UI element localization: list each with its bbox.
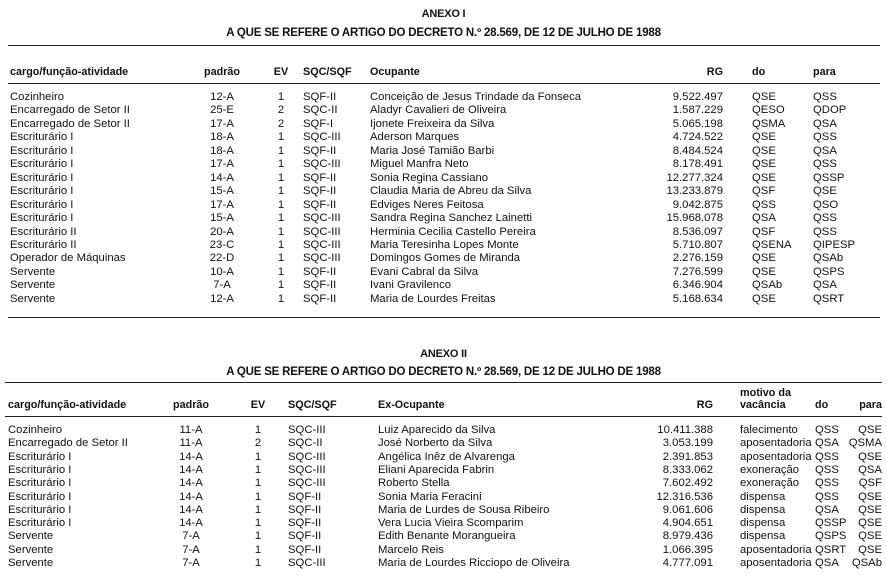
cell-do: QSA: [815, 503, 839, 516]
cell-ocupante: Maria de Lourdes Freitas: [370, 292, 496, 305]
header-para: para: [859, 399, 882, 411]
header-padrao: padrão: [173, 399, 209, 411]
cell-padrao: 7-A: [213, 279, 231, 292]
cell-ev: 1: [254, 543, 262, 556]
cell-ev: 1: [254, 517, 262, 530]
cell-sqc-sqf: SQC-III: [303, 238, 341, 251]
cell-do: QSS: [815, 490, 839, 503]
cell-rg: 5.065.198: [672, 117, 723, 130]
cell-do: QSA: [815, 557, 839, 569]
cell-sqc-sqf: SQC-III: [288, 477, 326, 490]
table-row: [0, 104, 887, 117]
cell-para: QSE: [858, 490, 882, 503]
cell-motivo-vacancia: exoneração: [740, 477, 800, 490]
cell-ex-ocupante: Luiz Aparecido da Silva: [378, 424, 496, 436]
cell-cargo: Escriturário I: [8, 503, 72, 516]
table-row: [0, 158, 887, 171]
cell-do: QSSP: [815, 517, 847, 530]
cell-sqc-sqf: SQC-III: [303, 252, 341, 265]
cell-rg: 9.042.875: [672, 198, 723, 211]
cell-sqc-sqf: SQF-II: [288, 517, 322, 530]
cell-ev: 1: [254, 503, 262, 516]
cell-ocupante: Edviges Neres Feitosa: [370, 198, 484, 211]
divider: [8, 83, 880, 84]
cell-rg: 9.522.497: [672, 91, 723, 103]
cell-ev: 1: [277, 212, 285, 225]
cell-ocupante: Ivani Gravilenco: [370, 279, 451, 292]
cell-sqc-sqf: SQF-II: [288, 530, 322, 543]
cell-do: QSPS: [815, 530, 847, 543]
cell-cargo: Servente: [10, 292, 56, 305]
header-sqc-sqf: SQC/SQF: [303, 66, 352, 78]
table-row: [0, 252, 887, 265]
cell-para: QIPESP: [813, 238, 856, 251]
header-cargo: cargo/função-atividade: [8, 399, 127, 411]
cell-padrao: 10-A: [210, 265, 234, 278]
cell-padrao: 7-A: [182, 530, 200, 543]
cell-rg: 4.777.091: [662, 557, 713, 569]
cell-do: QSAb: [752, 279, 783, 292]
cell-para: QSA: [813, 279, 837, 292]
cell-sqc-sqf: SQF-II: [303, 144, 337, 157]
header-ev: EV: [250, 399, 266, 411]
cell-padrao: 25-E: [210, 104, 234, 117]
header-rg: RG: [706, 66, 723, 78]
table-row: [0, 544, 887, 557]
cell-rg: 10.411.388: [657, 424, 713, 436]
cell-ex-ocupante: Roberto Stella: [378, 477, 450, 490]
header-ex-ocupante: Ex-Ocupante: [378, 399, 445, 411]
cell-padrao: 14-A: [179, 450, 203, 463]
cell-cargo: Escriturário I: [8, 490, 72, 503]
cell-sqc-sqf: SQC-III: [288, 450, 326, 463]
cell-ocupante: Domingos Gomes de Miranda: [370, 252, 521, 265]
header-sqc-sqf: SQC/SQF: [288, 399, 337, 411]
cell-do: QSE: [752, 265, 776, 278]
cell-rg: 8.536.097: [672, 225, 723, 238]
cell-padrao: 18-A: [210, 144, 234, 157]
cell-padrao: 22-D: [209, 252, 235, 265]
cell-ocupante: Sonia Regina Cassiano: [370, 171, 489, 184]
cell-padrao: 11-A: [179, 437, 203, 450]
cell-ex-ocupante: Maria de Lourdes Ricciopo de Oliveira: [378, 557, 570, 569]
cell-ocupante: Sandra Regina Sanchez Lainetti: [370, 212, 533, 225]
cell-rg: 2.276.159: [672, 252, 723, 265]
cell-padrao: 17-A: [210, 117, 234, 130]
cell-do: QSRT: [815, 543, 847, 556]
cell-ocupante: Herminia Cecilia Castello Pereira: [370, 225, 536, 238]
header-ocupante: Ocupante: [370, 66, 420, 78]
cell-cargo: Servente: [8, 543, 54, 556]
cell-para: QDOP: [813, 104, 847, 117]
cell-cargo: Escriturário I: [8, 477, 72, 490]
cell-ev: 1: [277, 144, 285, 157]
table-row: [0, 91, 887, 104]
cell-sqc-sqf: SQF-II: [303, 185, 337, 198]
cell-padrao: 14-A: [210, 171, 234, 184]
table-row: [0, 279, 887, 292]
cell-cargo: Escriturário I: [8, 517, 72, 530]
cell-ex-ocupante: José Norberto da Silva: [378, 437, 493, 450]
cell-do: QSE: [752, 91, 776, 103]
cell-cargo: Escriturário II: [10, 225, 77, 238]
cell-cargo: Operador de Máquinas: [10, 252, 126, 265]
cell-padrao: 15-A: [210, 212, 234, 225]
cell-sqc-sqf: SQC-II: [303, 104, 338, 117]
cell-ev: 2: [254, 437, 262, 450]
table-row: [0, 118, 887, 131]
cell-rg: 12.316.536: [656, 490, 713, 503]
header-ev: EV: [273, 66, 289, 78]
cell-ev: 2: [277, 104, 285, 117]
cell-ev: 1: [254, 450, 262, 463]
cell-padrao: 11-A: [179, 424, 203, 436]
cell-rg: 13.233.879: [666, 185, 723, 198]
cell-para: QSRT: [813, 292, 845, 305]
cell-ev: 1: [277, 131, 285, 144]
header-para: para: [813, 66, 836, 78]
cell-rg: 1.066.395: [662, 543, 713, 556]
cell-rg: 8.333.062: [662, 463, 713, 476]
table-row: [0, 145, 887, 158]
cell-padrao: 14-A: [179, 517, 203, 530]
cell-sqc-sqf: SQC-III: [303, 212, 341, 225]
cell-padrao: 7-A: [182, 543, 200, 556]
cell-motivo-vacancia: aposentadoria: [740, 437, 812, 450]
cell-cargo: Cozinheiro: [10, 91, 65, 103]
cell-do: QSS: [815, 450, 839, 463]
cell-ex-ocupante: Edith Benante Morangueira: [378, 530, 516, 543]
cell-do: QSA: [815, 437, 839, 450]
cell-do: QSS: [815, 463, 839, 476]
table-row: [0, 437, 887, 450]
divider: [8, 317, 880, 318]
cell-do: QSE: [752, 171, 776, 184]
table-row: [0, 131, 887, 144]
header-motivo-vacancia: vacância: [740, 399, 786, 411]
cell-rg: 8.484.524: [672, 144, 723, 157]
cell-motivo-vacancia: dispensa: [740, 490, 786, 503]
cell-cargo: Escriturário I: [10, 212, 74, 225]
cell-rg: 8.979.436: [662, 530, 713, 543]
cell-do: QSE: [752, 131, 776, 144]
cell-cargo: Servente: [8, 530, 54, 543]
cell-sqc-sqf: SQC-III: [288, 557, 326, 569]
annex-1-title: ANEXO I: [421, 8, 466, 20]
cell-padrao: 15-A: [210, 185, 234, 198]
cell-ex-ocupante: Maria de Lurdes de Sousa Ribeiro: [378, 503, 550, 516]
cell-sqc-sqf: SQF-II: [303, 292, 337, 305]
cell-sqc-sqf: SQC-III: [288, 463, 326, 476]
header-padrao: padrão: [204, 66, 240, 78]
cell-ev: 1: [254, 530, 262, 543]
cell-para: QSS: [813, 212, 837, 225]
table-row: [0, 266, 887, 279]
cell-ev: 1: [277, 238, 285, 251]
cell-para: QSAb: [851, 557, 882, 569]
cell-do: QSENA: [752, 238, 792, 251]
cell-do: QSE: [752, 292, 776, 305]
cell-ev: 1: [277, 265, 285, 278]
table-row: [0, 199, 887, 212]
cell-rg: 2.391.853: [662, 450, 713, 463]
table-row: [0, 212, 887, 225]
cell-para: QSS: [813, 91, 837, 103]
cell-cargo: Escriturário I: [8, 450, 72, 463]
cell-padrao: 7-A: [182, 557, 200, 569]
cell-para: QSA: [813, 144, 837, 157]
table-header: [0, 399, 887, 412]
cell-do: QSE: [752, 252, 776, 265]
cell-ev: 1: [277, 91, 285, 103]
table-row: [0, 530, 887, 543]
cell-ev: 1: [277, 225, 285, 238]
table-row: [0, 226, 887, 239]
cell-para: QSA: [813, 117, 837, 130]
cell-para: QSA: [858, 463, 882, 476]
cell-motivo-vacancia: dispensa: [740, 517, 786, 530]
cell-do: QSF: [752, 225, 776, 238]
cell-sqc-sqf: SQF-II: [303, 198, 337, 211]
table-header: [0, 66, 887, 79]
cell-cargo: Escriturário I: [10, 131, 74, 144]
cell-ex-ocupante: Marcelo Reis: [378, 543, 444, 556]
cell-ev: 1: [254, 463, 262, 476]
cell-ev: 1: [277, 185, 285, 198]
cell-motivo-vacancia: exoneração: [740, 463, 800, 476]
cell-do: QSA: [752, 212, 776, 225]
cell-do: QSF: [752, 185, 776, 198]
cell-rg: 4.724.522: [672, 131, 723, 144]
cell-sqc-sqf: SQC-III: [303, 131, 341, 144]
cell-para: QSE: [858, 450, 882, 463]
cell-para: QSF: [858, 477, 882, 490]
cell-sqc-sqf: SQC-III: [303, 225, 341, 238]
annex-2-title: ANEXO II: [420, 348, 467, 360]
cell-sqc-sqf: SQF-II: [303, 279, 337, 292]
table-row: [0, 293, 887, 306]
table-row: [0, 557, 887, 570]
cell-ex-ocupante: Sonia Maria Feracini: [378, 490, 482, 503]
cell-cargo: Escriturário I: [8, 463, 72, 476]
cell-para: QSS: [813, 131, 837, 144]
cell-rg: 7.602.492: [662, 477, 713, 490]
cell-do: QESO: [752, 104, 785, 117]
table-row: [0, 239, 887, 252]
cell-do: QSS: [815, 477, 839, 490]
cell-ocupante: Miguel Manfra Neto: [370, 158, 469, 171]
cell-cargo: Escriturário I: [10, 198, 74, 211]
cell-padrao: 17-A: [210, 158, 234, 171]
cell-para: QSE: [858, 517, 882, 530]
cell-cargo: Servente: [10, 265, 56, 278]
cell-rg: 3.053.199: [662, 437, 713, 450]
cell-ex-ocupante: Vera Lucia Vieira Scomparim: [378, 517, 524, 530]
cell-motivo-vacancia: dispensa: [740, 503, 786, 516]
cell-cargo: Escriturário I: [10, 185, 74, 198]
cell-ex-ocupante: Eliani Aparecida Fabrin: [378, 463, 495, 476]
table-row: [0, 504, 887, 517]
cell-padrao: 14-A: [179, 490, 203, 503]
cell-para: QSE: [858, 503, 882, 516]
cell-ev: 1: [277, 292, 285, 305]
cell-motivo-vacancia: aposentadoria: [740, 557, 812, 569]
cell-para: QSS: [813, 225, 837, 238]
cell-para: QSPS: [813, 265, 845, 278]
header-motivo-line1: motivo da: [740, 387, 791, 399]
cell-ev: 2: [277, 117, 285, 130]
cell-sqc-sqf: SQC-II: [288, 437, 323, 450]
cell-ocupante: Maria José Tamião Barbi: [370, 144, 495, 157]
annex-1-subtitle: A QUE SE REFERE O ARTIGO DO DECRETO N.º 28.569, DE 12 DE JULHO DE 1988: [226, 27, 661, 39]
cell-rg: 7.276.599: [672, 265, 723, 278]
cell-ev: 1: [254, 490, 262, 503]
cell-padrao: 12-A: [210, 292, 234, 305]
cell-rg: 8.178.491: [672, 158, 723, 171]
cell-rg: 5.710.807: [672, 238, 723, 251]
cell-padrao: 23-C: [209, 238, 235, 251]
header-rg: RG: [696, 399, 713, 411]
cell-ev: 1: [277, 171, 285, 184]
cell-para: QSS: [813, 158, 837, 171]
cell-cargo: Servente: [10, 279, 56, 292]
cell-ev: 1: [254, 477, 262, 490]
cell-padrao: 14-A: [179, 477, 203, 490]
header-do: do: [815, 399, 829, 411]
divider: [5, 416, 882, 417]
cell-ocupante: Evani Cabral da Silva: [370, 265, 479, 278]
cell-ocupante: Aderson Marques: [370, 131, 460, 144]
cell-ev: 1: [277, 252, 285, 265]
cell-padrao: 18-A: [210, 131, 234, 144]
cell-ocupante: Ijonete Freixeira da Silva: [370, 117, 495, 130]
cell-sqc-sqf: SQF-II: [288, 543, 322, 556]
cell-rg: 6.346.904: [672, 279, 723, 292]
cell-ex-ocupante: Angélica Inêz de Alvarenga: [378, 450, 515, 463]
cell-rg: 15.968.078: [666, 212, 723, 225]
cell-rg: 5.168.634: [672, 292, 723, 305]
cell-para: QSE: [813, 185, 837, 198]
cell-do: QSS: [815, 424, 839, 436]
divider: [5, 382, 882, 383]
cell-ev: 1: [277, 279, 285, 292]
cell-cargo: Escriturário I: [10, 171, 74, 184]
cell-motivo-vacancia: aposentadoria: [740, 543, 812, 556]
cell-para: QSAb: [813, 252, 844, 265]
cell-para: QSMA: [848, 437, 882, 450]
cell-ev: 1: [254, 557, 262, 569]
header-do: do: [752, 66, 766, 78]
cell-sqc-sqf: SQF-II: [303, 171, 337, 184]
cell-do: QSE: [752, 158, 776, 171]
cell-cargo: Escriturário I: [10, 158, 74, 171]
cell-rg: 9.061.606: [662, 503, 713, 516]
cell-sqc-sqf: SQC-III: [303, 158, 341, 171]
cell-sqc-sqf: SQF-II: [288, 503, 322, 516]
cell-ev: 1: [254, 424, 262, 436]
header-cargo: cargo/função-atividade: [10, 66, 129, 78]
table-row: [0, 424, 887, 437]
cell-cargo: Cozinheiro: [8, 424, 63, 436]
table-row: [0, 477, 887, 490]
table-row: [0, 451, 887, 464]
annex-2-subtitle: A QUE SE REFERE O ARTIGO DO DECRETO N.º 28.569, DE 12 DE JULHO DE 1988: [226, 366, 661, 378]
cell-sqc-sqf: SQF-II: [303, 265, 337, 278]
cell-rg: 1.587.229: [672, 104, 723, 117]
table-row: [0, 185, 887, 198]
cell-sqc-sqf: SQC-III: [288, 424, 326, 436]
cell-motivo-vacancia: falecimento: [740, 424, 798, 436]
cell-para: QSO: [813, 198, 839, 211]
cell-para: QSE: [858, 543, 882, 556]
cell-rg: 4.904.651: [662, 517, 713, 530]
table-row: [0, 491, 887, 504]
divider: [8, 45, 880, 46]
cell-ev: 1: [277, 198, 285, 211]
cell-rg: 12.277.324: [666, 171, 723, 184]
cell-padrao: 20-A: [210, 225, 234, 238]
cell-ocupante: Aladyr Cavalieri de Oliveira: [370, 104, 507, 117]
cell-do: QSE: [752, 144, 776, 157]
cell-padrao: 14-A: [179, 503, 203, 516]
table-row: [0, 172, 887, 185]
cell-cargo: Encarregado de Setor II: [10, 104, 130, 117]
cell-cargo: Escriturário II: [10, 238, 77, 251]
cell-cargo: Escriturário I: [10, 144, 74, 157]
cell-padrao: 12-A: [210, 91, 234, 103]
cell-do: QSMA: [752, 117, 786, 130]
cell-ocupante: Claudia Maria de Abreu da Silva: [370, 185, 532, 198]
cell-padrao: 14-A: [179, 463, 203, 476]
cell-para: QSSP: [813, 171, 845, 184]
cell-ev: 1: [277, 158, 285, 171]
cell-sqc-sqf: SQF-II: [303, 91, 337, 103]
table-row: [0, 464, 887, 477]
cell-sqc-sqf: SQF-II: [288, 490, 322, 503]
cell-ocupante: Maria Teresinha Lopes Monte: [370, 238, 519, 251]
cell-para: QSE: [858, 530, 882, 543]
cell-cargo: Encarregado de Setor II: [8, 437, 128, 450]
cell-sqc-sqf: SQF-I: [303, 117, 334, 130]
cell-motivo-vacancia: dispensa: [740, 530, 786, 543]
cell-padrao: 17-A: [210, 198, 234, 211]
cell-cargo: Servente: [8, 557, 54, 569]
cell-cargo: Encarregado de Setor II: [10, 117, 130, 130]
cell-motivo-vacancia: aposentadoria: [740, 450, 812, 463]
cell-do: QSS: [752, 198, 776, 211]
cell-para: QSE: [858, 424, 882, 436]
table-row: [0, 517, 887, 530]
cell-ocupante: Conceição de Jesus Trindade da Fonseca: [370, 91, 582, 103]
